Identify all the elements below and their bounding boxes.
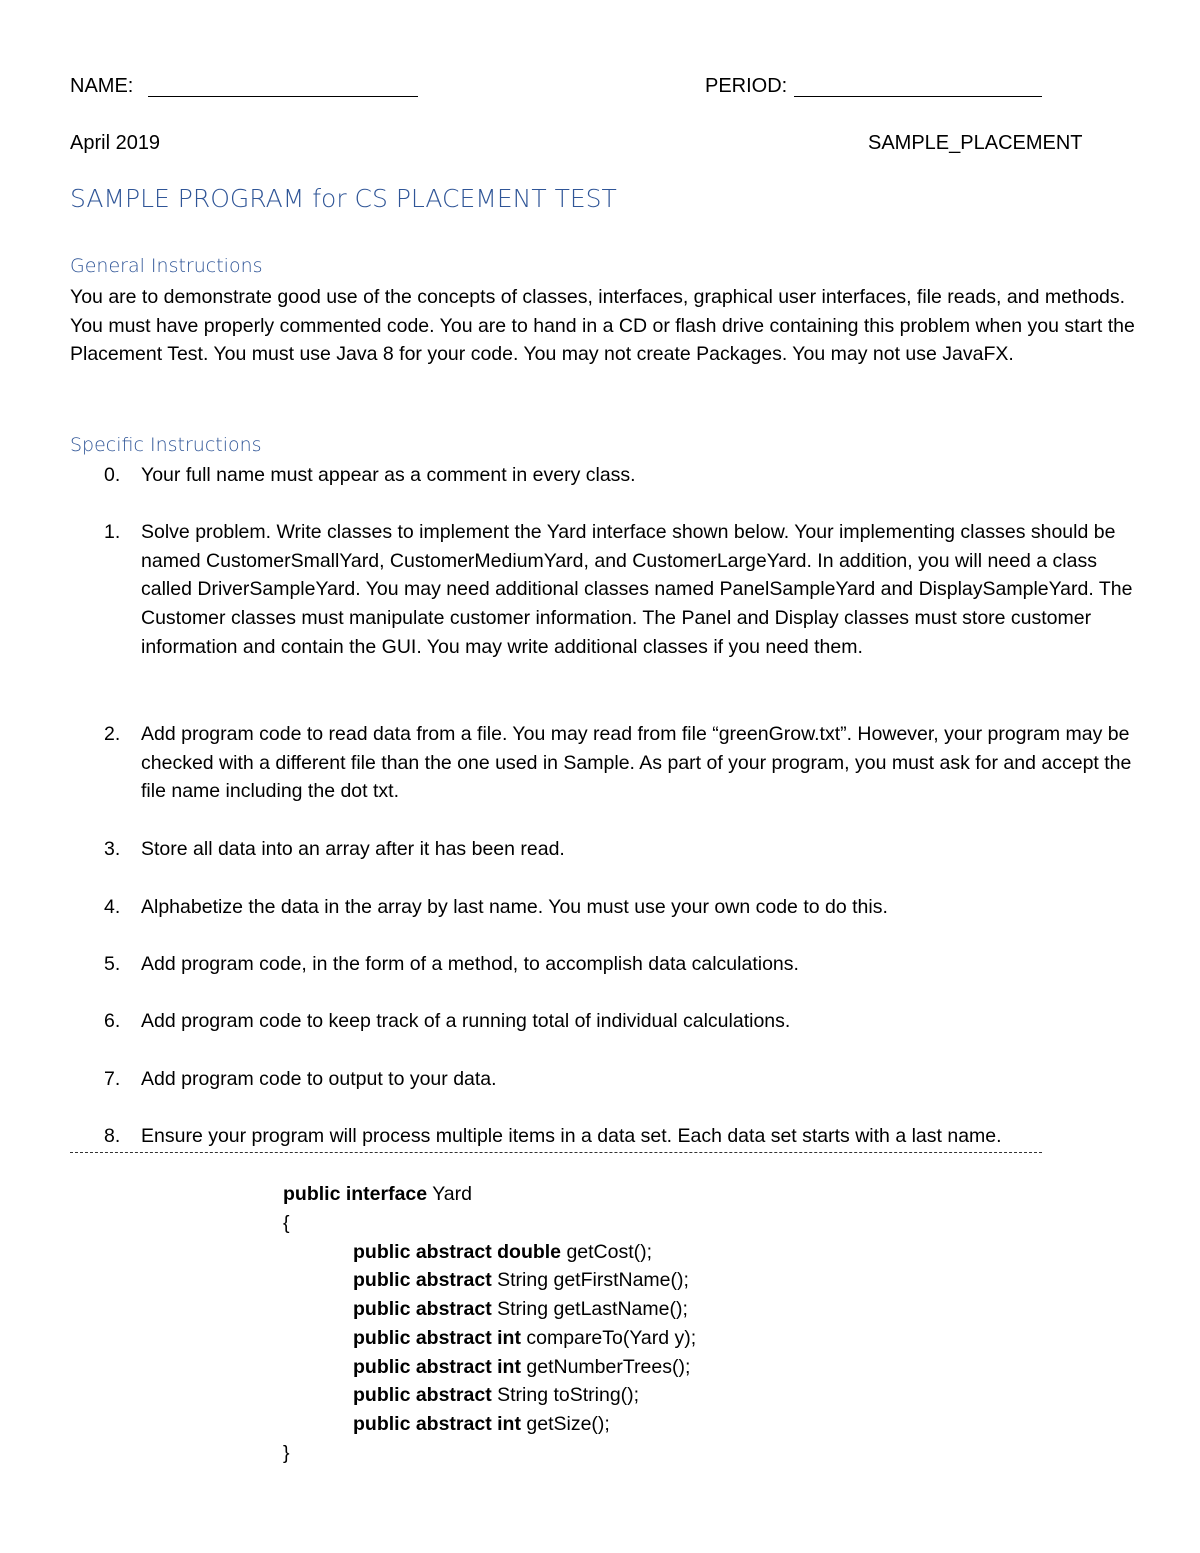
general-instructions-heading: General Instructions xyxy=(70,255,263,277)
code-method-signature: getSize(); xyxy=(526,1413,610,1435)
code-method-line xyxy=(353,1381,639,1410)
list-item-number: 8. xyxy=(104,1125,121,1147)
code-keyword: public abstract int xyxy=(353,1327,521,1349)
code-open-brace: { xyxy=(283,1212,290,1234)
code-method-line xyxy=(353,1324,696,1353)
list-item-number: 2. xyxy=(104,723,121,745)
list-item-text: Store all data into an array after it has been read. xyxy=(141,838,565,860)
code-method-line xyxy=(353,1295,688,1324)
code-method-line xyxy=(353,1266,689,1295)
code-method-signature: getCost(); xyxy=(566,1241,653,1263)
list-item-number: 3. xyxy=(104,838,121,860)
code-keyword: public abstract xyxy=(353,1298,492,1320)
list-item-number: 1. xyxy=(104,521,121,543)
period-label: PERIOD: xyxy=(705,75,788,97)
code-keyword: public abstract double xyxy=(353,1241,562,1263)
code-interface-declaration xyxy=(283,1180,472,1209)
code-keyword: public interface xyxy=(283,1183,428,1205)
general-instructions-text: You are to demonstrate good use of the concepts of classes, interfaces, graphical user interfaces, file reads, and methods. You must have properly commented code. You are to hand in a CD or flash drive containing this problem when you start the Placement Test. You must use Java 8 for your code. You may not create Packages. You may not use JavaFX. xyxy=(70,286,1135,366)
list-item-text: Solve problem. Write classes to implement the Yard interface shown below. Your implementing classes should be named CustomerSmallYard, CustomerMediumYard, and CustomerLargeYard. In addition, you will need a class called DriverSampleYard. You may need additional classes named PanelSampleYard and DisplaySampleYard. The Customer classes must manipulate customer information. The Panel and Display classes must store customer information and contain the GUI. You may write additional classes if you need them. xyxy=(141,521,1133,658)
code-method-signature: String getFirstName(); xyxy=(497,1269,689,1291)
name-blank-line[interactable] xyxy=(148,96,418,97)
dashed-divider xyxy=(70,1152,1042,1153)
date-text: April 2019 xyxy=(70,132,161,154)
name-label: NAME: xyxy=(70,75,134,97)
list-item-number: 6. xyxy=(104,1010,121,1032)
code-method-signature: compareTo(Yard y); xyxy=(526,1327,697,1349)
document-code: SAMPLE_PLACEMENT xyxy=(868,132,1083,154)
code-method-signature: String toString(); xyxy=(497,1384,640,1406)
code-keyword: public abstract int xyxy=(353,1356,521,1378)
code-keyword: public abstract xyxy=(353,1384,492,1406)
list-item-text: Ensure your program will process multiple items in a data set. Each data set starts with a last name. xyxy=(141,1125,1002,1147)
list-item-text: Alphabetize the data in the array by last name. You must use your own code to do this. xyxy=(141,896,888,918)
code-method-signature: String getLastName(); xyxy=(497,1298,688,1320)
code-keyword: public abstract xyxy=(353,1269,492,1291)
list-item-text: Add program code to keep track of a running total of individual calculations. xyxy=(141,1010,791,1032)
specific-instructions-heading: Specific Instructions xyxy=(70,434,262,456)
list-item-number: 7. xyxy=(104,1068,121,1090)
list-item-text: Add program code to read data from a file. You may read from file “greenGrow.txt”. However, your program may be checked with a different file than the one used in Sample. As part of your program, you must ask for and accept the file name including the dot txt. xyxy=(141,723,1132,803)
code-method-line xyxy=(353,1353,690,1382)
code-interface-name: Yard xyxy=(432,1183,472,1205)
list-item-text: Add program code, in the form of a method, to accomplish data calculations. xyxy=(141,953,799,975)
code-keyword: public abstract int xyxy=(353,1413,521,1435)
list-item-number: 4. xyxy=(104,896,121,918)
list-item-number: 0. xyxy=(104,464,121,486)
code-close-brace: } xyxy=(283,1442,290,1464)
period-blank-line[interactable] xyxy=(794,96,1042,97)
list-item-text: Your full name must appear as a comment in every class. xyxy=(141,464,636,486)
code-method-signature: getNumberTrees(); xyxy=(526,1356,691,1378)
list-item-text: Add program code to output to your data. xyxy=(141,1068,497,1090)
page-title: SAMPLE PROGRAM for CS PLACEMENT TEST xyxy=(70,184,617,213)
code-method-line xyxy=(353,1410,610,1439)
code-method-line xyxy=(353,1238,652,1267)
list-item-number: 5. xyxy=(104,953,121,975)
